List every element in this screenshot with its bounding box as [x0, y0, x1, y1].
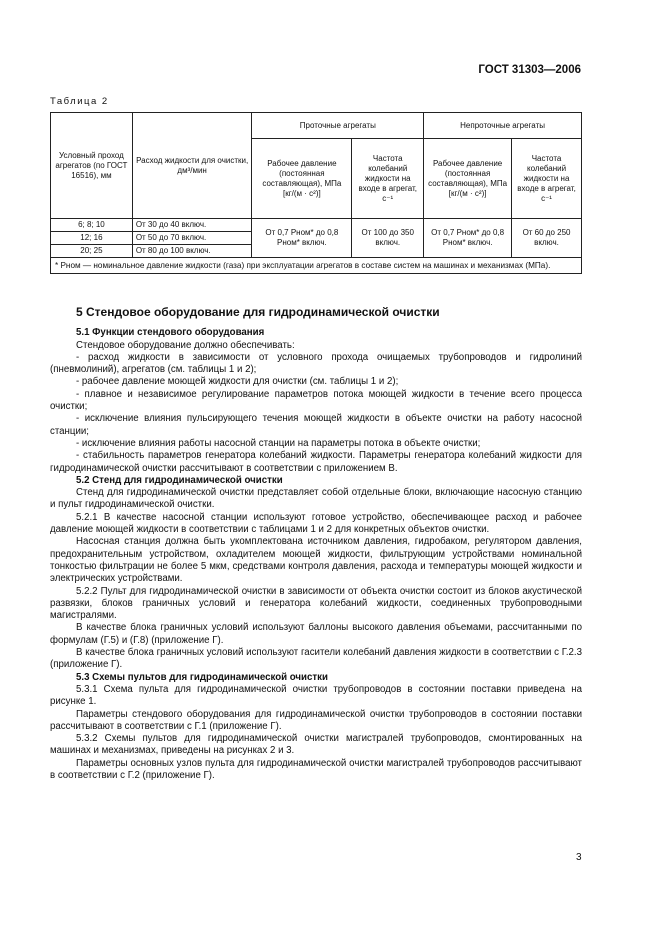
paragraph: 5.2.1 В качестве насосной станции используют готовое устройство, обеспечивающее расход и рабочее давление моющей жидкости в соответствии с таблицами 1 и 2 для конкретных объектов очистки.: [50, 511, 582, 536]
table-footnote: * Pном — номинальное давление жидкости (газа) при эксплуатации агрегатов в составе систем на машинах и механизмах (МПа).: [51, 258, 582, 274]
paragraph: Стенд для гидродинамической очистки представляет собой отдельные блоки, включающие насосную станцию и пульт гидродинамической очистки.: [50, 487, 582, 511]
cell-flow: От 50 до 70 включ.: [132, 232, 252, 245]
list-item: - исключение влияния работы насосной станции на параметры потока в объекте очистки;: [76, 437, 481, 449]
subsection-title: 5.3 Схемы пультов для гидродинамической очистки: [76, 671, 328, 683]
cell-pressure-flow: От 0,7 Pном* до 0,8 Pном* включ.: [252, 219, 352, 258]
paragraph: Параметры основных узлов пульта для гидродинамической очистки магистралей трубопроводов рассчитывают в соответствии с Г.2 (приложение Г).: [50, 757, 582, 781]
paragraph: 5.3.1 Схема пульта для гидродинамической очистки трубопроводов в состоянии поставки приведена на рисунке 1.: [50, 683, 582, 708]
table-caption: Таблица 2: [50, 96, 109, 107]
main-text: [50, 306, 582, 782]
list-item: - расход жидкости в зависимости от условного прохода очищаемых трубопроводов и гидролиний (пневмолиний), агрегатов (см. таблицы 1 и 2);: [50, 351, 582, 376]
header-pressure-nonflow: Рабочее давление (постоянная составляющая), МПа [кг/(м · с²)]: [424, 139, 512, 219]
paragraph: 5.2.2 Пульт для гидродинамической очистки в зависимости от объекта очистки состоит из блоков акустической развязки, блоков граничных условий и генератора колебаний жидкости, соединенных трубопроводными магистралями.: [50, 585, 582, 622]
paragraph: В качестве блока граничных условий используют баллоны высокого давления объемами, рассчитанными по формулам (Г.5) и (Г.8) (приложение Г).: [50, 622, 582, 646]
section-title: 5 Стендовое оборудование для гидродинамической очистки: [76, 305, 440, 319]
paragraph: Стендовое оборудование должно обеспечивать:: [76, 339, 295, 351]
cell-nominal: 6; 8; 10: [51, 219, 133, 232]
list-item: - исключение влияния пульсирующего течения моющей жидкости в объекте очистки на работу насосной станции;: [50, 413, 582, 437]
header-flow-units: Проточные агрегаты: [252, 113, 424, 139]
header-frequency-nonflow: Частота колебаний жидкости на входе в агрегат, с⁻¹: [512, 139, 582, 219]
paragraph: 5.3.2 Схемы пультов для гидродинамической очистки магистралей трубопроводов, смонтированных на машинах и механизмах, приведены на рисунках 2 и 3.: [50, 733, 582, 757]
subsection-title: 5.2 Стенд для гидродинамической очистки: [76, 474, 283, 486]
list-item: - рабочее давление моющей жидкости для очистки (см. таблицы 1 и 2);: [76, 376, 399, 388]
table-2: [50, 112, 582, 274]
cell-flow: От 30 до 40 включ.: [132, 219, 252, 232]
paragraph: Параметры стендового оборудования для гидродинамической очистки трубопроводов в состоянии поставки рассчитывают в соответствии с Г.1 (приложение Г).: [50, 708, 582, 732]
header-flow: Расход жидкости для очистки, дм³/мин: [132, 113, 252, 219]
paragraph: Насосная станция должна быть укомплектована источником давления, гидробаком, регулятором давления, предохранительным устройством, охладителем моющей жидкости, фильтрующим устройствами номинальной тонкостью фильтрации не более 5 мкм, средствами контроля давления, расхода и температуры моющей жидкости и электрических устройствами.: [50, 536, 582, 585]
cell-nominal: 12; 16: [51, 232, 133, 245]
table-row: [51, 219, 582, 232]
document-code: ГОСТ 31303—2006: [478, 64, 581, 76]
cell-nominal: 20; 25: [51, 245, 133, 258]
list-item: - плавное и независимое регулирование параметров потока моющей жидкости в течение всего процесса очистки;: [50, 388, 582, 413]
paragraph: В качестве блока граничных условий используют гасители колебаний давления жидкости в соответствии с Г.2.3 (приложение Г).: [50, 647, 582, 671]
cell-pressure-nonflow: От 0,7 Pном* до 0,8 Pном* включ.: [424, 219, 512, 258]
header-nominal: Условный проход агрегатов (по ГОСТ 16516), мм: [51, 113, 133, 219]
header-frequency-flow: Частота колебаний жидкости на входе в агрегат, с⁻¹: [352, 139, 424, 219]
list-item: - стабильность параметров генератора колебаний жидкости. Параметры генератора колебаний жидкости для гидродинамической очистки рассчитывают в соответствии с приложением В.: [50, 450, 582, 474]
cell-frequency-flow: От 100 до 350 включ.: [352, 219, 424, 258]
cell-frequency-nonflow: От 60 до 250 включ.: [512, 219, 582, 258]
subsection-title: 5.1 Функции стендового оборудования: [76, 327, 265, 339]
header-nonflow-units: Непроточные агрегаты: [424, 113, 582, 139]
header-pressure-flow: Рабочее давление (постоянная составляющая), МПа [кг/(м · с²)]: [252, 139, 352, 219]
page-number: 3: [576, 852, 582, 863]
cell-flow: От 80 до 100 включ.: [132, 245, 252, 258]
